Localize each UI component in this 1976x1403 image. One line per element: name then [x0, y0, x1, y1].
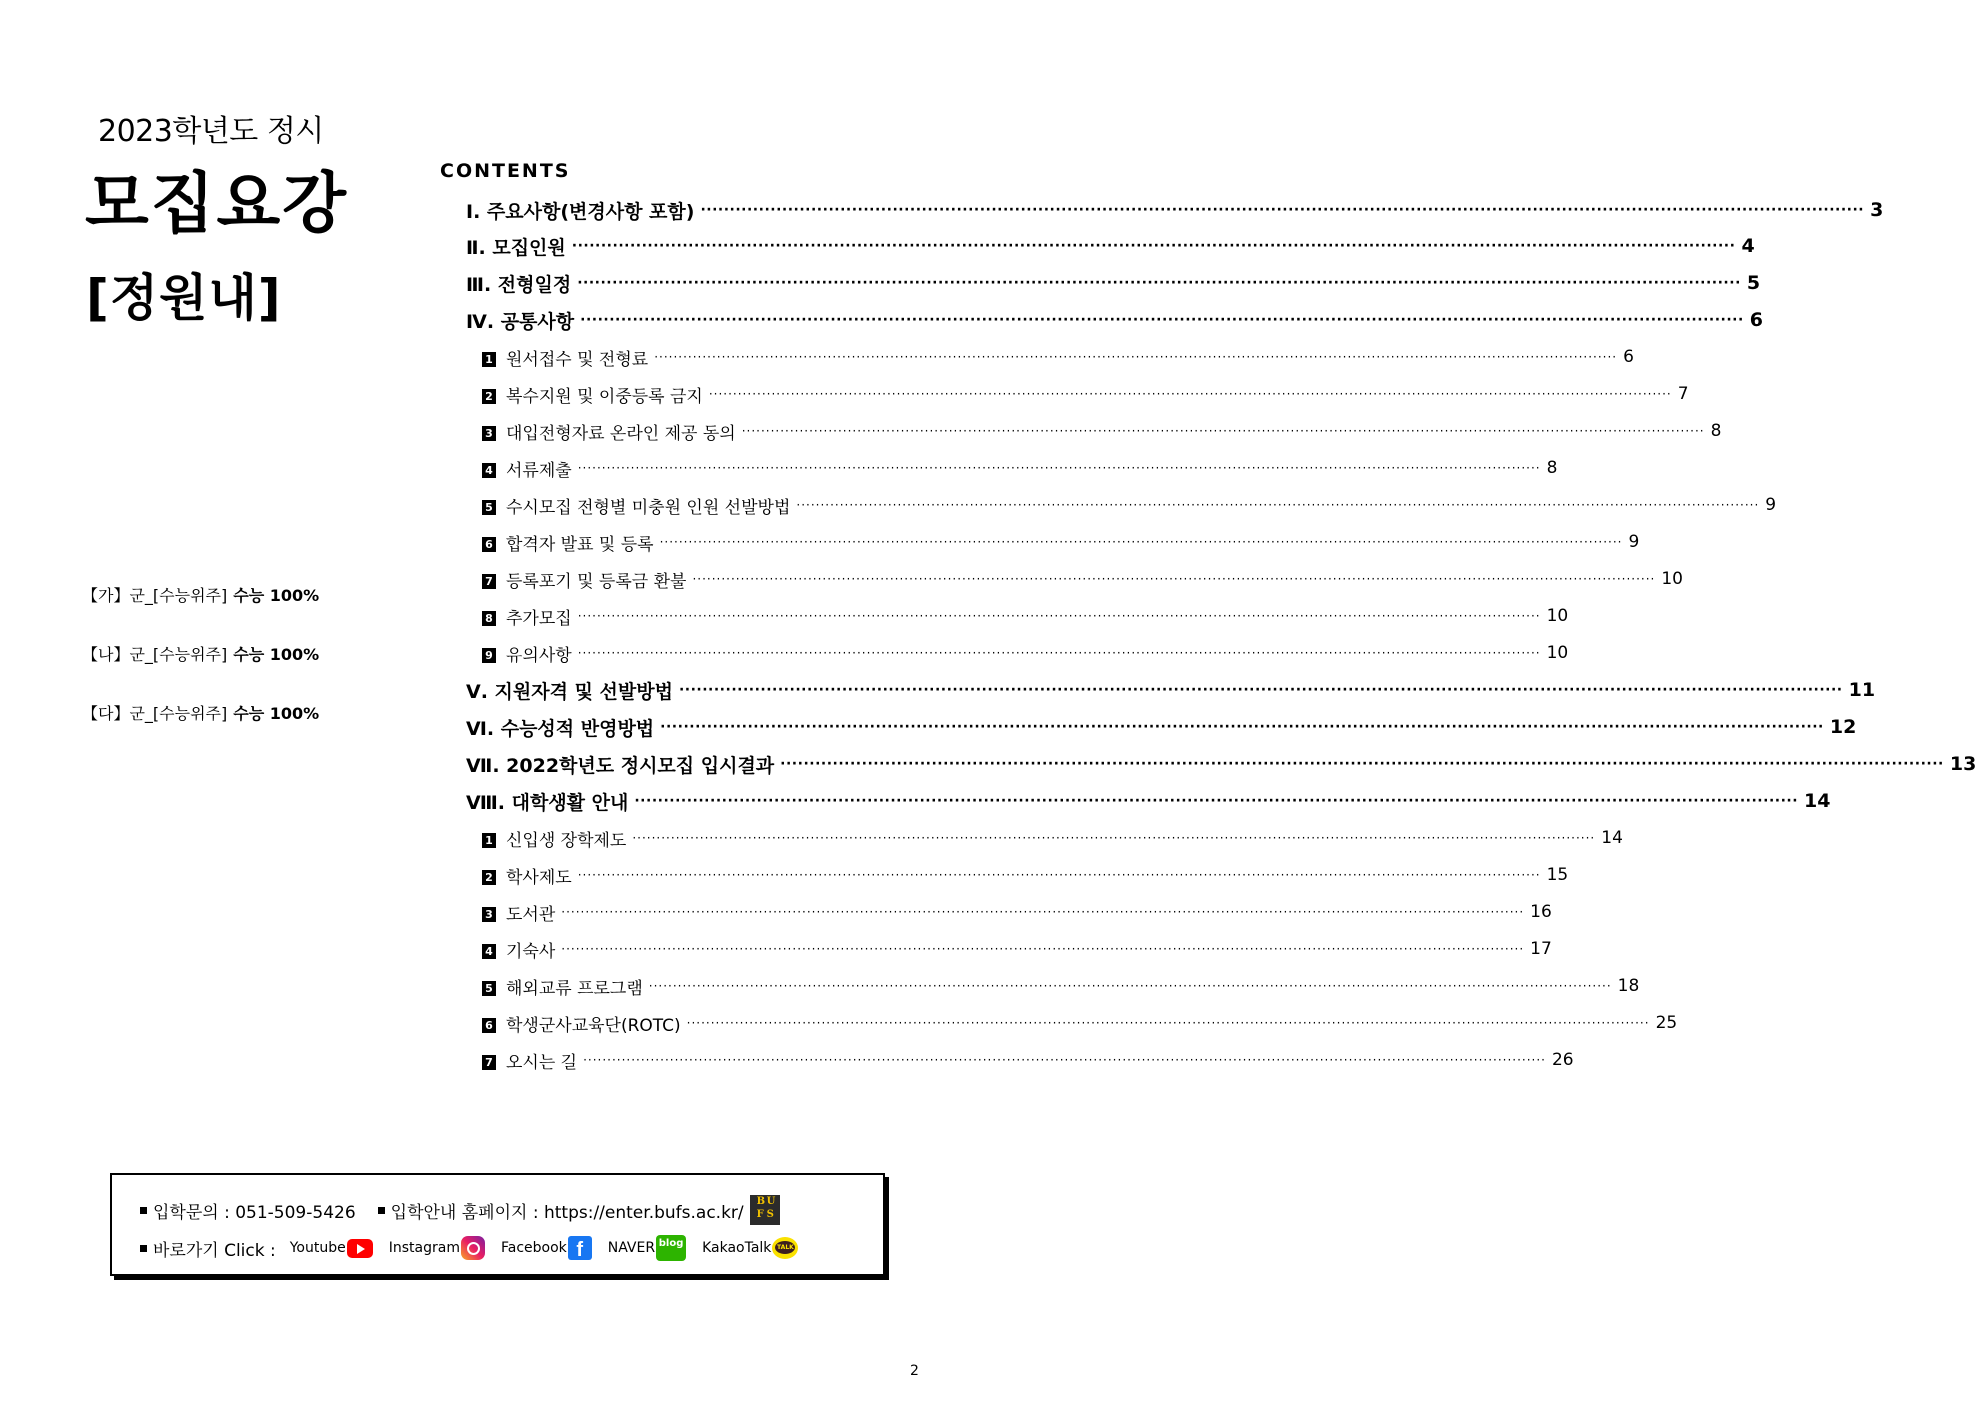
toc-item [482, 857, 1569, 893]
toc-item-text: 해외교류 프로그램 [506, 978, 643, 999]
toc-page-number: 15 [1546, 865, 1569, 885]
toc-item-label [466, 751, 774, 778]
toc-leader-dots: ········································································································································································································ [577, 646, 1541, 660]
facebook-link[interactable]: Facebook f [501, 1236, 592, 1260]
toc-item-text: 유의사항 [506, 645, 572, 666]
toc-page-number: 11 [1848, 679, 1876, 701]
toc-page-number: 17 [1530, 939, 1552, 959]
toc-item-label [482, 419, 736, 444]
toc-item-text: 복수지원 및 이중등록 금지 [506, 386, 703, 407]
info-box [110, 1173, 885, 1276]
toc-item-text: 등록포기 및 등록금 환불 [506, 571, 687, 592]
toc-item [482, 968, 1640, 1004]
shortcut-label: 바로가기 Click : [153, 1240, 276, 1261]
toc-leader-dots: ········································································································································································································ [583, 1053, 1546, 1067]
toc-leader-dots: ········································································································································································································ [780, 756, 1944, 772]
toc-item-label [482, 937, 555, 962]
toc-leader-dots: ········································································································································································································ [577, 868, 1541, 882]
toc-page-number: 10 [1546, 606, 1569, 626]
toc-item-label [482, 974, 643, 999]
toc-page-number: 3 [1870, 199, 1884, 221]
toc-item [482, 339, 1634, 375]
toc-item-text: Ⅲ. 전형일정 [466, 273, 572, 296]
page-number: 2 [910, 1363, 919, 1379]
track-criteria: 수능 100% [233, 704, 320, 723]
youtube-icon [347, 1239, 373, 1258]
toc-page-number: 8 [1710, 421, 1722, 441]
toc-item [482, 524, 1640, 560]
toc-number-badge: 7 [482, 574, 496, 589]
bullet-icon [140, 1207, 147, 1214]
toc-page-number: 8 [1546, 458, 1558, 478]
toc-item-text: Ⅰ. 주요사항(변경사항 포함) [466, 200, 695, 223]
toc-leader-dots: ········································································································································································································ [741, 424, 1705, 438]
toc-item-text: 대입전형자료 온라인 제공 동의 [506, 423, 736, 444]
toc-item-label [482, 1011, 681, 1036]
toc-item-text: 추가모집 [506, 608, 572, 629]
toc-item-label [482, 863, 572, 888]
toc-item [482, 1005, 1678, 1041]
toc-number-badge: 6 [482, 1018, 496, 1033]
toc-page-number: 7 [1677, 384, 1689, 404]
toc-page-number: 6 [1749, 309, 1764, 331]
toc-page-number: 5 [1746, 272, 1761, 294]
toc-item [466, 709, 1857, 745]
toc-item-label [466, 714, 654, 741]
toc-item [482, 635, 1569, 671]
toc-item-text: 서류제출 [506, 460, 572, 481]
toc-number-badge: 8 [482, 611, 496, 626]
toc-item-label [466, 307, 574, 334]
toc-item [482, 487, 1777, 523]
toc-number-badge: 6 [482, 537, 496, 552]
track-group: 【가】군_[수능위주] [82, 586, 228, 605]
toc-item [466, 192, 1884, 228]
toc-number-badge: 5 [482, 500, 496, 515]
toc-item-label [482, 493, 790, 518]
toc-page-number: 26 [1551, 1050, 1574, 1070]
toc-page-number: 25 [1655, 1013, 1678, 1033]
toc-item-label [482, 382, 703, 407]
toc-page-number: 12 [1829, 716, 1857, 738]
toc-item-label [482, 826, 626, 851]
toc-item [482, 376, 1689, 412]
toc-leader-dots: ········································································································································································································ [708, 387, 1672, 401]
toc-item [482, 450, 1558, 486]
toc-page-number: 13 [1949, 753, 1976, 775]
toc-item-text: 학생군사교육단(ROTC) [506, 1015, 681, 1036]
toc-page-number: 6 [1623, 347, 1634, 367]
track-da [82, 701, 319, 724]
toc-item-text: 수시모집 전형별 미충원 인원 선발방법 [506, 497, 791, 518]
toc-leader-dots: ········································································································································································································ [577, 609, 1541, 623]
toc-item-label [482, 641, 572, 666]
toc-item [466, 783, 1831, 819]
toc-item-label [466, 270, 571, 297]
toc-number-badge: 4 [482, 944, 496, 959]
toc-page-number: 14 [1601, 828, 1623, 848]
toc-page-number: 18 [1617, 976, 1640, 996]
toc-page-number: 10 [1546, 643, 1569, 663]
toc-number-badge: 5 [482, 981, 496, 996]
toc-page-number: 9 [1765, 495, 1777, 515]
toc-item-text: 신입생 장학제도 [506, 830, 627, 851]
toc-page-number: 14 [1804, 790, 1831, 812]
info-line-shortcuts [140, 1235, 814, 1261]
track-group: 【나】군_[수능위주] [82, 645, 228, 664]
toc-leader-dots: ········································································································································································································ [580, 312, 1744, 328]
bullet-icon [140, 1245, 147, 1252]
toc-item-text: 합격자 발표 및 등록 [506, 534, 654, 555]
toc-leader-dots: ········································································································································································································ [660, 719, 1824, 735]
toc-item-text: Ⅴ. 지원자격 및 선발방법 [466, 680, 673, 703]
homepage-link[interactable]: 입학안내 홈페이지 : https://enter.bufs.ac.kr/ [390, 1202, 744, 1223]
toc-item-text: 도서관 [506, 904, 556, 925]
toc-leader-dots: ········································································································································································································ [561, 942, 1525, 956]
toc-item-label [482, 530, 654, 555]
instagram-link[interactable]: Instagram [389, 1236, 485, 1260]
toc-item [482, 561, 1683, 597]
toc-leader-dots: ········································································································································································································ [659, 535, 1623, 549]
toc-leader-dots: ········································································································································································································ [577, 275, 1741, 291]
toc-leader-dots: ········································································································································································································ [700, 202, 1865, 218]
toc-item [466, 265, 1761, 301]
toc-page-number: 9 [1628, 532, 1640, 552]
toc-item-label [482, 1048, 577, 1073]
kakaotalk-icon: TALK [772, 1237, 798, 1259]
toc-item-label [482, 345, 648, 370]
toc-item [482, 931, 1552, 967]
toc-leader-dots: ········································································································································································································ [577, 461, 1541, 475]
toc-item-text: Ⅶ. 2022학년도 정시모집 입시결과 [466, 754, 775, 777]
cover-year: 2023학년도 정시 [98, 114, 324, 149]
bufs-logo-icon: B U F S [750, 1195, 780, 1225]
toc-leader-dots: ········································································································································································································ [686, 1016, 1650, 1030]
toc-item [482, 894, 1552, 930]
info-line-contact [140, 1195, 780, 1225]
youtube-link[interactable]: Youtube [290, 1239, 373, 1258]
track-ga [82, 583, 319, 606]
toc-item [466, 672, 1876, 708]
cover-subtitle: [정원내] [86, 269, 282, 327]
track-criteria: 수능 100% [233, 586, 320, 605]
bullet-icon [378, 1207, 385, 1214]
toc-number-badge: 3 [482, 907, 496, 922]
toc-number-badge: 1 [482, 352, 496, 367]
toc-page-number: 10 [1661, 569, 1683, 589]
toc-item [482, 1042, 1574, 1078]
facebook-icon: f [568, 1236, 592, 1260]
toc-item-text: 오시는 길 [506, 1052, 578, 1073]
toc-number-badge: 2 [482, 870, 496, 885]
toc-item-label [466, 197, 694, 224]
toc-item [482, 413, 1722, 449]
toc-leader-dots: ········································································································································································································ [796, 498, 1760, 512]
toc-item-label [482, 604, 572, 629]
cover-title: 모집요강 [85, 165, 349, 242]
toc-item [466, 746, 1976, 782]
toc-number-badge: 1 [482, 833, 496, 848]
kakaotalk-link[interactable]: KakaoTalk TALK [702, 1237, 798, 1259]
naver-blog-link[interactable]: NAVER blog [608, 1235, 686, 1261]
toc-item-text: Ⅵ. 수능성적 반영방법 [466, 717, 655, 740]
toc-item-text: 기숙사 [506, 941, 556, 962]
toc-page-number: 4 [1741, 235, 1755, 257]
toc-page-number: 16 [1530, 902, 1552, 922]
toc-item-label [482, 567, 686, 592]
instagram-icon [461, 1236, 485, 1260]
toc-item-label [466, 788, 628, 815]
toc-leader-dots: ········································································································································································································ [632, 831, 1596, 845]
toc-number-badge: 9 [482, 648, 496, 663]
track-group: 【다】군_[수능위주] [82, 704, 228, 723]
toc-item [466, 302, 1764, 338]
toc-item [466, 228, 1755, 264]
toc-leader-dots: ········································································································································································································ [648, 979, 1612, 993]
toc-leader-dots: ········································································································································································································ [634, 793, 1799, 809]
toc-item-text: Ⅳ. 공통사항 [466, 310, 575, 333]
inquiry-text: 입학문의 : 051-509-5426 [153, 1202, 356, 1223]
toc-leader-dots: ········································································································································································································ [678, 682, 1843, 698]
toc-item-label [466, 233, 566, 260]
toc-leader-dots: ········································································································································································································ [561, 905, 1525, 919]
toc-item [482, 820, 1623, 856]
toc-item-text: Ⅱ. 모집인원 [466, 236, 566, 259]
toc-item-text: Ⅷ. 대학생활 안내 [466, 791, 629, 814]
toc-number-badge: 7 [482, 1055, 496, 1070]
toc-number-badge: 3 [482, 426, 496, 441]
toc-item-text: 원서접수 및 전형료 [506, 349, 649, 370]
toc-item-label [466, 677, 673, 704]
toc-leader-dots: ········································································································································································································ [692, 572, 1656, 586]
toc-item-text: 학사제도 [506, 867, 572, 888]
track-criteria: 수능 100% [233, 645, 320, 664]
toc-leader-dots: ········································································································································································································ [654, 350, 1618, 364]
toc-item-label [482, 456, 572, 481]
toc-item-label [482, 900, 555, 925]
toc-number-badge: 2 [482, 389, 496, 404]
naver-blog-icon: blog [656, 1235, 686, 1261]
toc-item [482, 598, 1569, 634]
contents-heading: CONTENTS [440, 160, 571, 182]
toc-leader-dots: ········································································································································································································ [571, 238, 1736, 254]
track-na [82, 642, 319, 665]
toc-number-badge: 4 [482, 463, 496, 478]
